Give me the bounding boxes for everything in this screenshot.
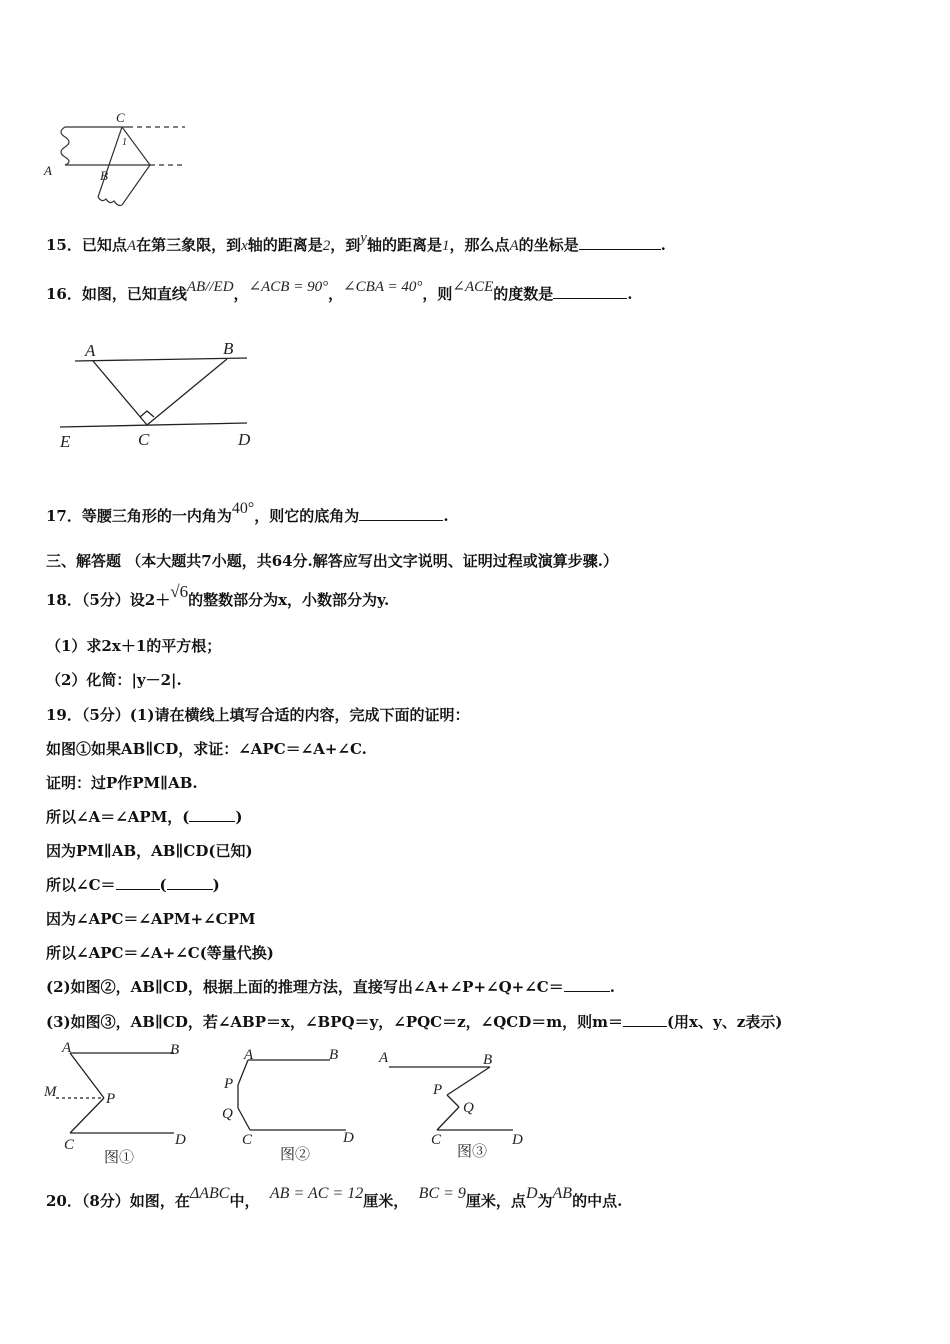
q18-number: 18． bbox=[46, 591, 82, 609]
q16-line-ab bbox=[75, 358, 247, 361]
q19-line-8: 所以∠APC＝∠A+∠C(等量代换) bbox=[46, 944, 274, 962]
q15-text-6: ，那么点 bbox=[449, 236, 510, 254]
f3-label-c: C bbox=[431, 1132, 442, 1148]
f2-label-p: P bbox=[224, 1076, 234, 1092]
q19-part-3-blank[interactable] bbox=[623, 1012, 667, 1027]
question-16 bbox=[46, 279, 633, 304]
f3-segment-qc bbox=[437, 1107, 459, 1130]
f1-segment-ap bbox=[70, 1053, 104, 1098]
q15-value-1: 1 bbox=[441, 238, 450, 254]
q16-number: 16． bbox=[46, 285, 82, 303]
q20-math-d: D bbox=[525, 1185, 538, 1202]
q16-answer-blank[interactable] bbox=[553, 284, 627, 299]
q20-text-4: 厘米，点 bbox=[465, 1192, 526, 1210]
q20-math-ab-ac: AB = AC = 12 bbox=[269, 1185, 364, 1202]
q15-number: 15． bbox=[46, 236, 82, 254]
f2-label-d: D bbox=[343, 1130, 354, 1146]
f2-label-q: Q bbox=[222, 1106, 233, 1122]
q20-text-6: 的中点. bbox=[572, 1192, 623, 1210]
q19-line-4-text: 所以∠A＝∠APM，( bbox=[46, 808, 190, 826]
q14-label-c: C bbox=[116, 110, 125, 125]
q16-end: . bbox=[627, 285, 633, 303]
q20-text-1: （8分）如图，在 bbox=[81, 1192, 190, 1210]
section-3-title: 三、解答题 bbox=[46, 552, 122, 570]
q19-line-4 bbox=[46, 806, 243, 827]
q16-math-acb: ∠ACB = 90° bbox=[248, 279, 329, 295]
q19-part-3-end: (用x、y、z表示) bbox=[666, 1013, 783, 1031]
q15-text-7: 的坐标是 bbox=[518, 236, 579, 254]
q20-math-ab: AB bbox=[552, 1185, 573, 1202]
f1-label-a: A bbox=[62, 1040, 72, 1056]
q17-answer-blank[interactable] bbox=[359, 506, 443, 521]
section-3-note: （本大题共7小题，共64分.解答应写出文字说明、证明过程或演算步骤.） bbox=[126, 552, 619, 570]
q17-number: 17． bbox=[46, 507, 82, 525]
f1-segment-pc bbox=[70, 1098, 104, 1133]
q15-point-a-2: A bbox=[509, 238, 519, 254]
q15-point-a: A bbox=[126, 238, 137, 254]
q18-sqrt-6: √6 bbox=[170, 582, 189, 601]
f3-label-b: B bbox=[483, 1052, 493, 1068]
q19-angle-blank[interactable] bbox=[116, 875, 160, 890]
f1-label-p: P bbox=[106, 1091, 116, 1107]
question-15 bbox=[46, 230, 666, 255]
q16-segment-bc bbox=[147, 359, 227, 425]
q15-value-2: 2 bbox=[322, 238, 331, 254]
question-18 bbox=[46, 582, 390, 610]
q19-line-1: 19．（5分）(1)请在横线上填写合适的内容，完成下面的证明： bbox=[46, 706, 470, 724]
f2-segment-ap bbox=[238, 1060, 248, 1085]
q18-text-2: 的整数部分为x，小数部分为y. bbox=[188, 591, 390, 609]
q14-label-a: A bbox=[44, 163, 52, 178]
f3-segment-bp bbox=[447, 1067, 490, 1095]
q16-label-b: B bbox=[223, 339, 234, 358]
q15-text-5: 轴的距离是 bbox=[366, 236, 442, 254]
q17-text-2: ，则它的底角为 bbox=[254, 507, 360, 525]
f2-caption: 图② bbox=[280, 1147, 311, 1163]
f1-label-m: M bbox=[44, 1084, 57, 1100]
q15-x: x bbox=[241, 238, 248, 254]
q16-math-ace: ∠ACE bbox=[452, 279, 494, 295]
q16-line-ed bbox=[60, 423, 247, 427]
q19-part-2-text: (2)如图②，AB∥CD，根据上面的推理方法，直接写出∠A+∠P+∠Q+∠C＝ bbox=[46, 978, 564, 996]
question-20 bbox=[46, 1185, 623, 1211]
q14-bottom-wavy-edge bbox=[98, 197, 122, 206]
figure-q14 bbox=[40, 105, 200, 215]
f1-label-b: B bbox=[170, 1042, 180, 1058]
q14-left-wavy-edge bbox=[61, 127, 69, 165]
q16-label-a: A bbox=[85, 341, 96, 360]
q15-y: y bbox=[360, 230, 367, 246]
q15-text-2: 在第三象限，到 bbox=[136, 236, 242, 254]
figure-19-3 bbox=[375, 1040, 535, 1170]
f3-caption: 图③ bbox=[457, 1144, 488, 1160]
q16-math-parallel: AB//ED bbox=[186, 279, 234, 295]
f1-label-c: C bbox=[64, 1137, 75, 1153]
q19-part-2-blank[interactable] bbox=[564, 977, 610, 992]
q19-line-10 bbox=[46, 1011, 782, 1032]
q15-text-3: 轴的距离是 bbox=[247, 236, 323, 254]
q20-text-3: 厘米， bbox=[363, 1192, 409, 1210]
q16-label-e: E bbox=[60, 432, 71, 451]
f3-label-p: P bbox=[433, 1082, 443, 1098]
q16-right-angle-mark bbox=[140, 411, 154, 417]
q17-text-1: 等腰三角形的一内角为 bbox=[81, 507, 232, 525]
q19-line-6-open: ( bbox=[159, 876, 167, 894]
q14-strip-lower-right bbox=[122, 165, 150, 205]
f2-label-c: C bbox=[242, 1132, 253, 1148]
q16-text-1: 如图，已知直线 bbox=[81, 285, 187, 303]
question-17 bbox=[46, 500, 449, 526]
q15-text-1: 已知点 bbox=[81, 236, 127, 254]
q15-text-4: ，到 bbox=[330, 236, 361, 254]
q14-label-b: B bbox=[100, 168, 108, 183]
q20-math-triangle: ΔABC bbox=[189, 1185, 230, 1202]
q17-end: . bbox=[443, 507, 449, 525]
q16-comma-1: ， bbox=[233, 285, 249, 303]
f1-label-d: D bbox=[175, 1132, 186, 1148]
q16-label-d: D bbox=[238, 430, 251, 449]
q16-comma-2: ， bbox=[328, 285, 344, 303]
q15-answer-blank[interactable] bbox=[579, 235, 661, 250]
q19-reason-2-blank[interactable] bbox=[167, 875, 213, 890]
f3-label-q: Q bbox=[463, 1100, 474, 1116]
f3-segment-pq bbox=[447, 1095, 459, 1107]
q19-line-6 bbox=[46, 874, 220, 895]
q16-text-3: 的度数是 bbox=[493, 285, 554, 303]
q20-math-bc: BC = 9 bbox=[418, 1185, 466, 1202]
q18-part-1: （1）求2x＋1的平方根； bbox=[46, 637, 222, 655]
q16-label-c: C bbox=[138, 430, 150, 449]
q20-text-5: 为 bbox=[537, 1192, 553, 1210]
q19-line-2: 如图①如果AB∥CD，求证：∠APC＝∠A+∠C. bbox=[46, 740, 367, 758]
q14-strip-left bbox=[98, 127, 122, 197]
q19-line-9 bbox=[46, 976, 615, 997]
q18-part-2: （2）化简：|y－2|. bbox=[46, 671, 182, 689]
q19-line-7: 因为∠APC＝∠APM+∠CPM bbox=[46, 910, 256, 928]
q19-reason-1-blank[interactable] bbox=[189, 807, 235, 822]
q19-part-3-text: (3)如图③，AB∥CD，若∠ABP＝x，∠BPQ＝y，∠PQC＝z，∠QCD＝m，则m＝ bbox=[46, 1013, 623, 1031]
figure-q16 bbox=[55, 335, 265, 455]
f2-label-b: B bbox=[329, 1047, 339, 1063]
figure-19-1 bbox=[42, 1040, 202, 1170]
f2-label-a: A bbox=[244, 1047, 254, 1063]
q16-segment-ac bbox=[93, 361, 147, 425]
q17-angle-40: 40° bbox=[231, 500, 255, 517]
q14-label-angle-1: 1 bbox=[122, 137, 127, 148]
f2-segment-qc bbox=[238, 1108, 250, 1130]
q18-text-1: （5分）设2＋ bbox=[81, 591, 171, 609]
q20-number: 20． bbox=[46, 1192, 82, 1210]
section-3-heading bbox=[46, 550, 618, 571]
q19-line-6-close: ) bbox=[212, 876, 220, 894]
q20-text-2: 中， bbox=[229, 1192, 260, 1210]
q19-line-3: 证明：过P作PM∥AB. bbox=[46, 774, 198, 792]
q15-end: . bbox=[660, 236, 666, 254]
q19-line-4-close: ) bbox=[235, 808, 243, 826]
f3-label-a: A bbox=[379, 1050, 389, 1066]
q19-line-6-text: 所以∠C＝ bbox=[46, 876, 116, 894]
q16-math-cba: ∠CBA = 40° bbox=[343, 279, 423, 295]
f3-label-d: D bbox=[512, 1132, 523, 1148]
q19-part-2-end: . bbox=[609, 978, 615, 996]
f1-caption: 图① bbox=[104, 1150, 135, 1166]
figure-19-2 bbox=[218, 1040, 368, 1170]
q16-text-2: ，则 bbox=[422, 285, 453, 303]
q19-line-5: 因为PM∥AB，AB∥CD(已知) bbox=[46, 842, 253, 860]
